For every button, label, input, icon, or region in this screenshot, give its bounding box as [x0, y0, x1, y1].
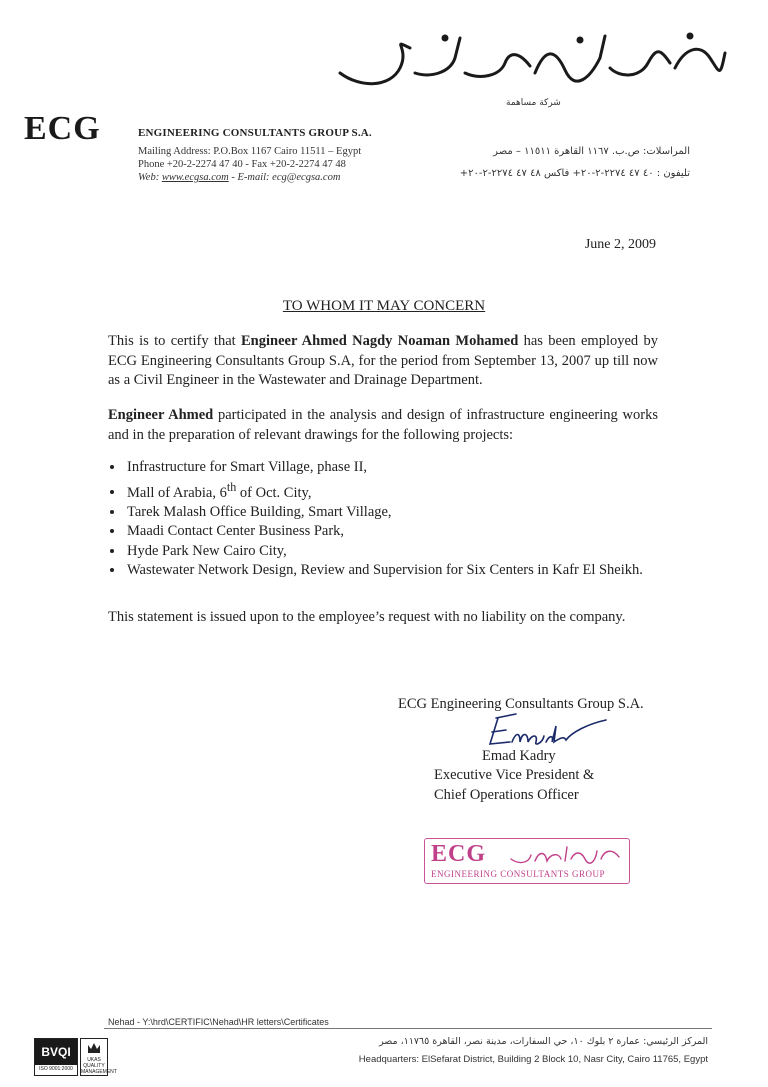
stamp-subtitle: ENGINEERING CONSULTANTS GROUP [431, 869, 605, 879]
file-path: Nehad - Y:\hrd\CERTIFIC\Nehad\HR letters\Certificates [108, 1017, 329, 1027]
website-link[interactable]: www.ecgsa.com [161, 172, 229, 183]
projects-list [108, 458, 665, 581]
list-item: • Wastewater Network Design, Review and Supervision for Six Centers in Kafr El Sheikh. [125, 561, 665, 581]
employee-name: Engineer Ahmed Nagdy Noaman Mohamed [241, 333, 519, 349]
arabic-logo [330, 18, 730, 98]
signature-company: ECG Engineering Consultants Group S.A. [398, 696, 644, 712]
employee-short-name: Engineer Ahmed [108, 407, 214, 423]
list-item [125, 478, 665, 503]
stamp-ecg: ECG [431, 841, 487, 867]
web-label: Web: [138, 172, 160, 183]
bvqi-certification-badge [34, 1038, 78, 1076]
paragraph-participation [108, 406, 658, 445]
title-line-1: Executive Vice President & [434, 767, 595, 783]
headquarters-english: Headquarters: ElSefarat District, Building 2 Block 10, Nasr City, Cairo 11765, Egypt [358, 1054, 708, 1065]
headquarters-arabic: المركز الرئيسي: عمارة ٢ بلوك ١٠، حي السفارات، مدينة نصر، القاهرة ١١٧٦٥، مصر [379, 1036, 708, 1047]
signatory-title [434, 766, 594, 805]
p1-text-start: This is to certify that [108, 333, 241, 349]
p2-text: participated in the analysis and design of infrastructure engineering works and in the preparation of relevant drawings for the following projects: [108, 407, 658, 443]
superscript: th [226, 479, 237, 494]
letter-date: June 2, 2009 [584, 237, 656, 252]
ukas-sub: QUALITY MANAGEMENT [81, 1063, 117, 1075]
arabic-company-subtitle: شركة مساهمة [506, 98, 561, 108]
signatory-name: Emad Kadry [482, 748, 556, 764]
paragraph-certification [108, 332, 658, 391]
ukas-badge [80, 1038, 117, 1076]
p1-text-end: has been employed by ECG Engineering Consultants Group S.A, for the period from September 13, 2007 up till now as a Civil Engineer in the Wastewater and Drainage Department. [108, 333, 658, 388]
email-text: - E-mail: ecg@ecgsa.com [231, 172, 341, 183]
crown-icon [81, 1039, 107, 1057]
company-stamp [424, 838, 630, 884]
title-line-2: Chief Operations Officer [434, 786, 579, 803]
arabic-mail: المراسلات: ص.ب. ١١٦٧ القاهرة ١١٥١١ – مصر [493, 146, 690, 157]
arabic-calligraphy-logo-icon [330, 18, 730, 98]
company-name: ENGINEERING CONSULTANTS GROUP S.A. [138, 127, 372, 139]
mailing-address: Mailing Address: P.O.Box 1167 Cairo 11511 – Egypt [138, 146, 362, 157]
project-text-tail: of Oct. City, [236, 484, 312, 501]
iso-label: ISO 9001:2000 [39, 1066, 73, 1072]
arabic-phone: تليفون : ٤٠ ٤٧ ٢٢٧٤-٢-٢٠+ فاكس ٤٨ ٤٧ ٢٢٧٤-٢-٢٠+ [459, 168, 690, 179]
bvqi-label: BVQI [35, 1039, 77, 1065]
footer-divider [104, 1028, 712, 1029]
project-text: Mall of Arabia, 6 [127, 484, 227, 501]
ecg-logo-text: ECG [24, 110, 101, 147]
list-item: • Tarek Malash Office Building, Smart Village, [125, 503, 665, 523]
web-email-line [138, 171, 361, 184]
list-item: • Infrastructure for Smart Village, phase II, [125, 458, 665, 478]
paragraph-disclaimer: This statement is issued upon to the employee’s request with no liability on the company. [108, 609, 626, 625]
list-item: • Maadi Contact Center Business Park, [125, 522, 665, 542]
ukas-label: UKAS [87, 1057, 101, 1063]
list-item: • Hyde Park New Cairo City, [125, 542, 665, 562]
letter-heading: TO WHOM IT MAY CONCERN [282, 298, 486, 314]
contact-block [138, 145, 361, 184]
phone-fax: Phone +20-2-2274 47 40 - Fax +20-2-2274 47 48 [138, 159, 346, 170]
stamp-arabic-logo-icon [509, 843, 623, 867]
arabic-contact-block [460, 141, 690, 185]
